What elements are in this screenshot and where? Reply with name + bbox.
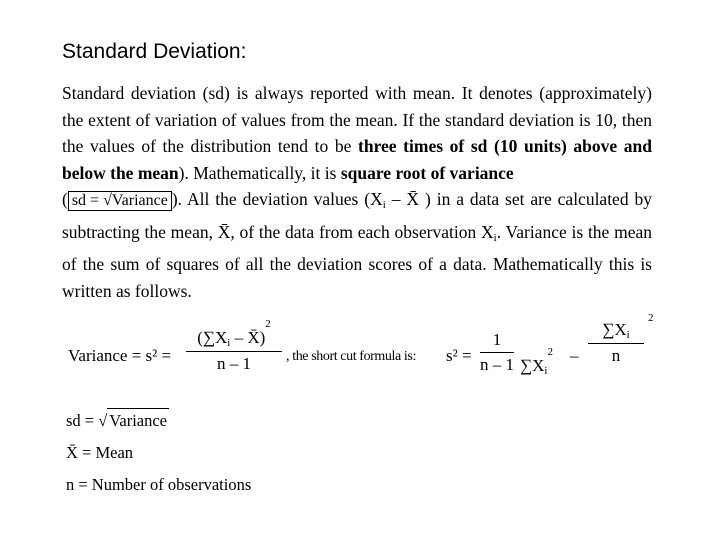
shortcut-label: , the short cut formula is: — [286, 349, 416, 364]
para-bold-1: three times of sd (10 units) above and below the mean — [62, 136, 652, 183]
sc-denominator: n – 1 — [480, 355, 514, 374]
variance-label: Variance = s² = — [68, 346, 172, 365]
def-sd-radicand: Variance — [107, 408, 169, 433]
para-text-2: ). Mathematically, it is — [178, 162, 341, 183]
var-num-end: – X̄) — [230, 328, 266, 347]
sc-inner-num — [588, 320, 644, 344]
sc-sum-sub: i — [544, 365, 548, 377]
var-num-start: (∑X — [197, 328, 228, 347]
body-paragraph: Standard deviation (sd) is always reported with mean. It denotes (approximately) the extent of variation of values from the mean. If the standard deviation is 10, then the values of the distribution tend to be three times of sd (10 units) above and below the mean). Mathematically, it is square root of variance ( sd = √Variance ). All the deviation values ($X_i$ – X̄ ) in a data set are calculated by subtracting the mean, X̄, of the data from each observation $X_i$. Variance is the mean of the sum of squares of all the deviation scores of a data. Mathematically this is written as follows. — [62, 83, 653, 301]
para-bold-2: square root of variance — [340, 162, 514, 183]
shortcut-fraction — [480, 330, 514, 375]
sc-inner-sym: ∑X — [602, 320, 627, 339]
inline-sd-formula: sd = √Variance — [68, 191, 172, 211]
page-title: Standard Deviation: — [62, 40, 247, 63]
def-n: n = Number of observations — [66, 475, 252, 494]
para-sub-1: i — [382, 199, 386, 211]
variance-denominator: n – 1 — [217, 354, 251, 373]
definitions — [66, 408, 251, 505]
s2-label: s² = — [446, 346, 472, 365]
sc-sum-sym: ∑X — [520, 356, 545, 375]
sc-outer-sup: 2 — [648, 312, 654, 324]
sc-inner-sub: i — [626, 329, 630, 341]
sc-minus: – — [570, 346, 579, 365]
var-num-exp: 2 — [265, 318, 271, 330]
para-text-1: Standard deviation (sd) is always reported with mean. It denotes (approximately) the extent of variation of values from the mean. If the standard deviation is 10, then the values of the distribution tend to be — [62, 83, 652, 156]
sc-numerator: 1 — [480, 330, 514, 353]
var-num-sub: i — [227, 337, 231, 349]
def-sd-label: sd = — [66, 411, 99, 430]
def-mean: X̄ = Mean — [66, 443, 134, 462]
para-sub-2: i — [493, 231, 497, 244]
para-text-3: ). All the deviation values (X — [171, 189, 383, 209]
para-text-3b: – X̄ ) in a data set are calculated by subtracting the mean, X̄, of the data from each observation X — [62, 189, 653, 242]
sc-inner-fraction — [588, 320, 644, 366]
variance-fraction — [186, 318, 282, 374]
variance-formula — [68, 312, 668, 388]
variance-numerator — [186, 318, 282, 352]
def-sd: sd = √ Variance — [66, 408, 251, 433]
sc-sum — [520, 346, 553, 377]
sc-sum-sup: 2 — [547, 346, 553, 358]
para-text-4: . Variance is the mean of the sum of squares of all the deviation scores of a data. Mathematically this is written as follows. — [62, 221, 652, 301]
sc-inner-den: n — [611, 346, 621, 365]
